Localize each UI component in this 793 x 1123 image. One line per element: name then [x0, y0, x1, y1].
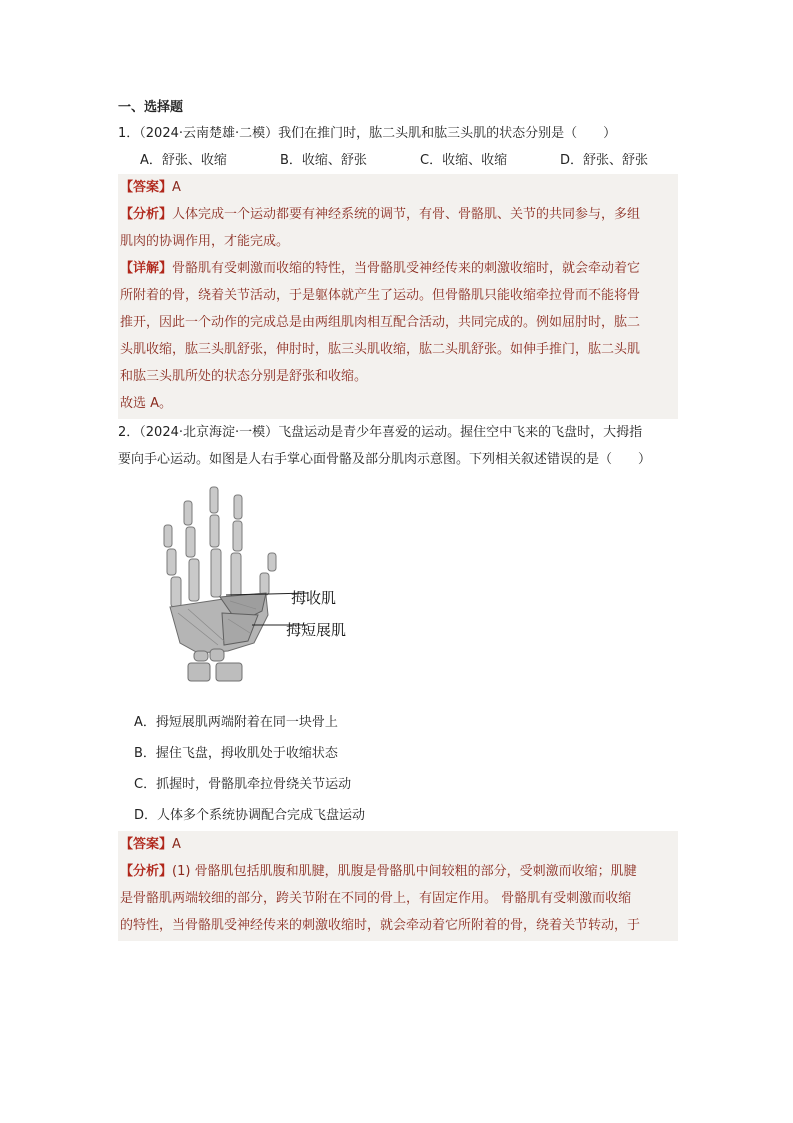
q1-answer-value: A	[172, 180, 181, 195]
q2-analysis-text-1: (1) 骨骼肌包括肌腹和肌腱，肌腹是骨骼肌中间较粗的部分，受刺激而收缩；肌腱	[172, 864, 637, 879]
q2-option-b: B．握住飞盘，拇收肌处于收缩状态	[134, 746, 338, 761]
q2-analysis-line-3: 的特性，当骨骼肌受神经传来的刺激收缩时，就会牵动着它所附着的骨，绕着关节转动，于	[120, 918, 641, 933]
q1-solution-block	[118, 174, 678, 419]
q1-analysis-line-2: 肌肉的协调作用，才能完成。	[120, 234, 290, 249]
q1-option-c: C．收缩、收缩	[420, 153, 508, 168]
q1-answer-tag: 【答案】	[120, 180, 173, 195]
question-2-options	[118, 707, 678, 831]
q1-analysis-line-1	[120, 201, 678, 228]
q2-option-d: D．人体多个系统协调配合完成飞盘运动	[134, 808, 366, 823]
q1-detail-line-2: 所附着的骨，绕着关节活动，于是躯体就产生了运动。但骨骼肌只能收缩牵拉骨而不能将骨	[120, 288, 641, 303]
q2-option-c: C．抓握时，骨骼肌牵拉骨绕关节运动	[134, 777, 352, 792]
hand-skeleton-image	[158, 483, 308, 683]
q2-answer-tag: 【答案】	[120, 837, 173, 852]
question-1-stem: 1．（2024·云南楚雄·二模）我们在推门时，肱二头肌和肱三头肌的状态分别是（ ）	[118, 126, 617, 141]
q2-solution-block	[118, 831, 678, 941]
q1-detail-tag: 【详解】	[120, 261, 173, 276]
figure-label-abductor-pollicis-brevis: 拇短展肌	[286, 621, 347, 639]
section-title: 一、选择题	[118, 100, 184, 115]
q2-answer	[120, 831, 678, 858]
document-page	[118, 96, 678, 941]
question-2-stem-line-1: 2．（2024·北京海淀·一模）飞盘运动是青少年喜爱的运动。握住空中飞来的飞盘时，大拇指	[118, 425, 643, 440]
q1-analysis-text-1: 人体完成一个运动都要有神经系统的调节，有骨、骨骼肌、关节的共同参与，多组	[172, 207, 641, 222]
q1-detail-line-4: 头肌收缩，肱三头肌舒张，伸肘时，肱三头肌收缩，肱二头肌舒张。如伸手推门，肱二头肌	[120, 342, 641, 357]
q1-option-d: D．舒张、舒张	[560, 153, 649, 168]
q1-option-a: A．舒张、收缩	[140, 153, 227, 168]
q1-conclusion: 故选 A。	[120, 396, 173, 411]
q2-analysis-line-2: 是骨骼肌两端较细的部分，跨关节附在不同的骨上，有固定作用。 骨骼肌有受刺激而收缩	[120, 891, 632, 906]
hand-skeleton-figure	[118, 477, 678, 707]
q2-option-a: A．拇短展肌两端附着在同一块骨上	[134, 715, 338, 730]
q2-analysis-line-1	[120, 858, 678, 885]
q1-option-b: B．收缩、舒张	[280, 153, 367, 168]
q1-detail-line-3: 推开，因此一个动作的完成总是由两组肌肉相互配合活动，共同完成的。例如屈肘时，肱二	[120, 315, 641, 330]
question-2-stem-line-2: 要向手心运动。如图是人右手掌心面骨骼及部分肌肉示意图。下列相关叙述错误的是（ ）	[118, 452, 652, 467]
q1-answer	[120, 174, 678, 201]
q1-analysis-tag: 【分析】	[120, 207, 173, 222]
q1-detail-text-1: 骨骼肌有受刺激而收缩的特性，当骨骼肌受神经传来的刺激收缩时，就会牵动着它	[172, 261, 641, 276]
figure-label-adductor-pollicis: 拇收肌	[291, 589, 337, 607]
q1-detail-line-5: 和肱三头肌所处的状态分别是舒张和收缩。	[120, 369, 368, 384]
q1-detail-line-1	[120, 255, 678, 282]
question-1-options	[118, 147, 678, 174]
q2-analysis-tag: 【分析】	[120, 864, 173, 879]
q2-answer-value: A	[172, 837, 181, 852]
